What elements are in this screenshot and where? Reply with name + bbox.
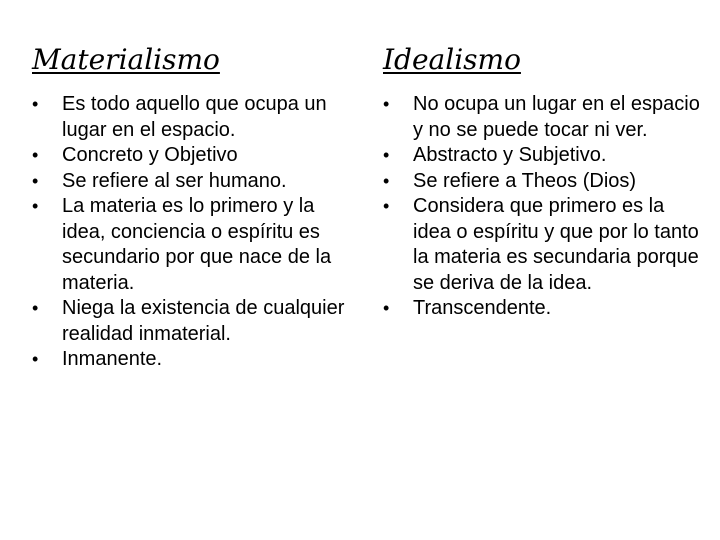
list-item-text: Inmanente.	[62, 348, 163, 370]
bullet-icon: •	[32, 94, 39, 114]
list-item	[32, 194, 352, 296]
list-item-text: Concreto y Objetivo	[62, 144, 238, 166]
list-item-text: Considera que primero es la idea o espíritu y que por lo tanto la materia es secundaria porque se deriva de la idea.	[413, 195, 699, 294]
bullet-icon: •	[383, 298, 390, 318]
list-item	[32, 92, 352, 143]
idealismo-heading: Idealismo	[383, 43, 521, 76]
list-item-text: Abstracto y Subjetivo.	[413, 144, 607, 166]
bullet-icon: •	[383, 94, 390, 114]
list-item	[32, 296, 352, 347]
list-item-text: No ocupa un lugar en el espacio y no se puede tocar ni ver.	[413, 93, 700, 141]
list-item	[383, 169, 703, 195]
bullet-icon: •	[383, 145, 390, 165]
list-item-text: Se refiere a Theos (Dios)	[413, 169, 637, 192]
idealismo-list	[383, 92, 703, 322]
bullet-icon: •	[32, 298, 39, 318]
list-item-text: Transcendente.	[413, 297, 552, 319]
list-item	[32, 169, 352, 195]
list-item	[383, 194, 703, 296]
list-item-text: La materia es lo primero y la idea, conciencia o espíritu es secundario por que nace de la materia.	[62, 195, 332, 294]
list-item	[32, 347, 352, 373]
bullet-icon: •	[32, 349, 39, 369]
bullet-icon: •	[383, 170, 390, 191]
bullet-icon: •	[32, 145, 39, 165]
list-item	[383, 143, 703, 169]
materialismo-heading: Materialismo	[32, 43, 220, 76]
list-item	[383, 296, 703, 322]
bullet-icon: •	[383, 196, 390, 216]
list-item-text: Se refiere al ser humano.	[62, 169, 287, 192]
bullet-icon: •	[32, 196, 39, 216]
bullet-icon: •	[32, 170, 39, 191]
materialismo-list	[32, 92, 352, 373]
list-item	[32, 143, 352, 169]
list-item-text: Es todo aquello que ocupa un lugar en el espacio.	[62, 93, 327, 141]
list-item-text: Niega la existencia de cualquier realidad inmaterial.	[62, 297, 345, 345]
list-item	[383, 92, 703, 143]
